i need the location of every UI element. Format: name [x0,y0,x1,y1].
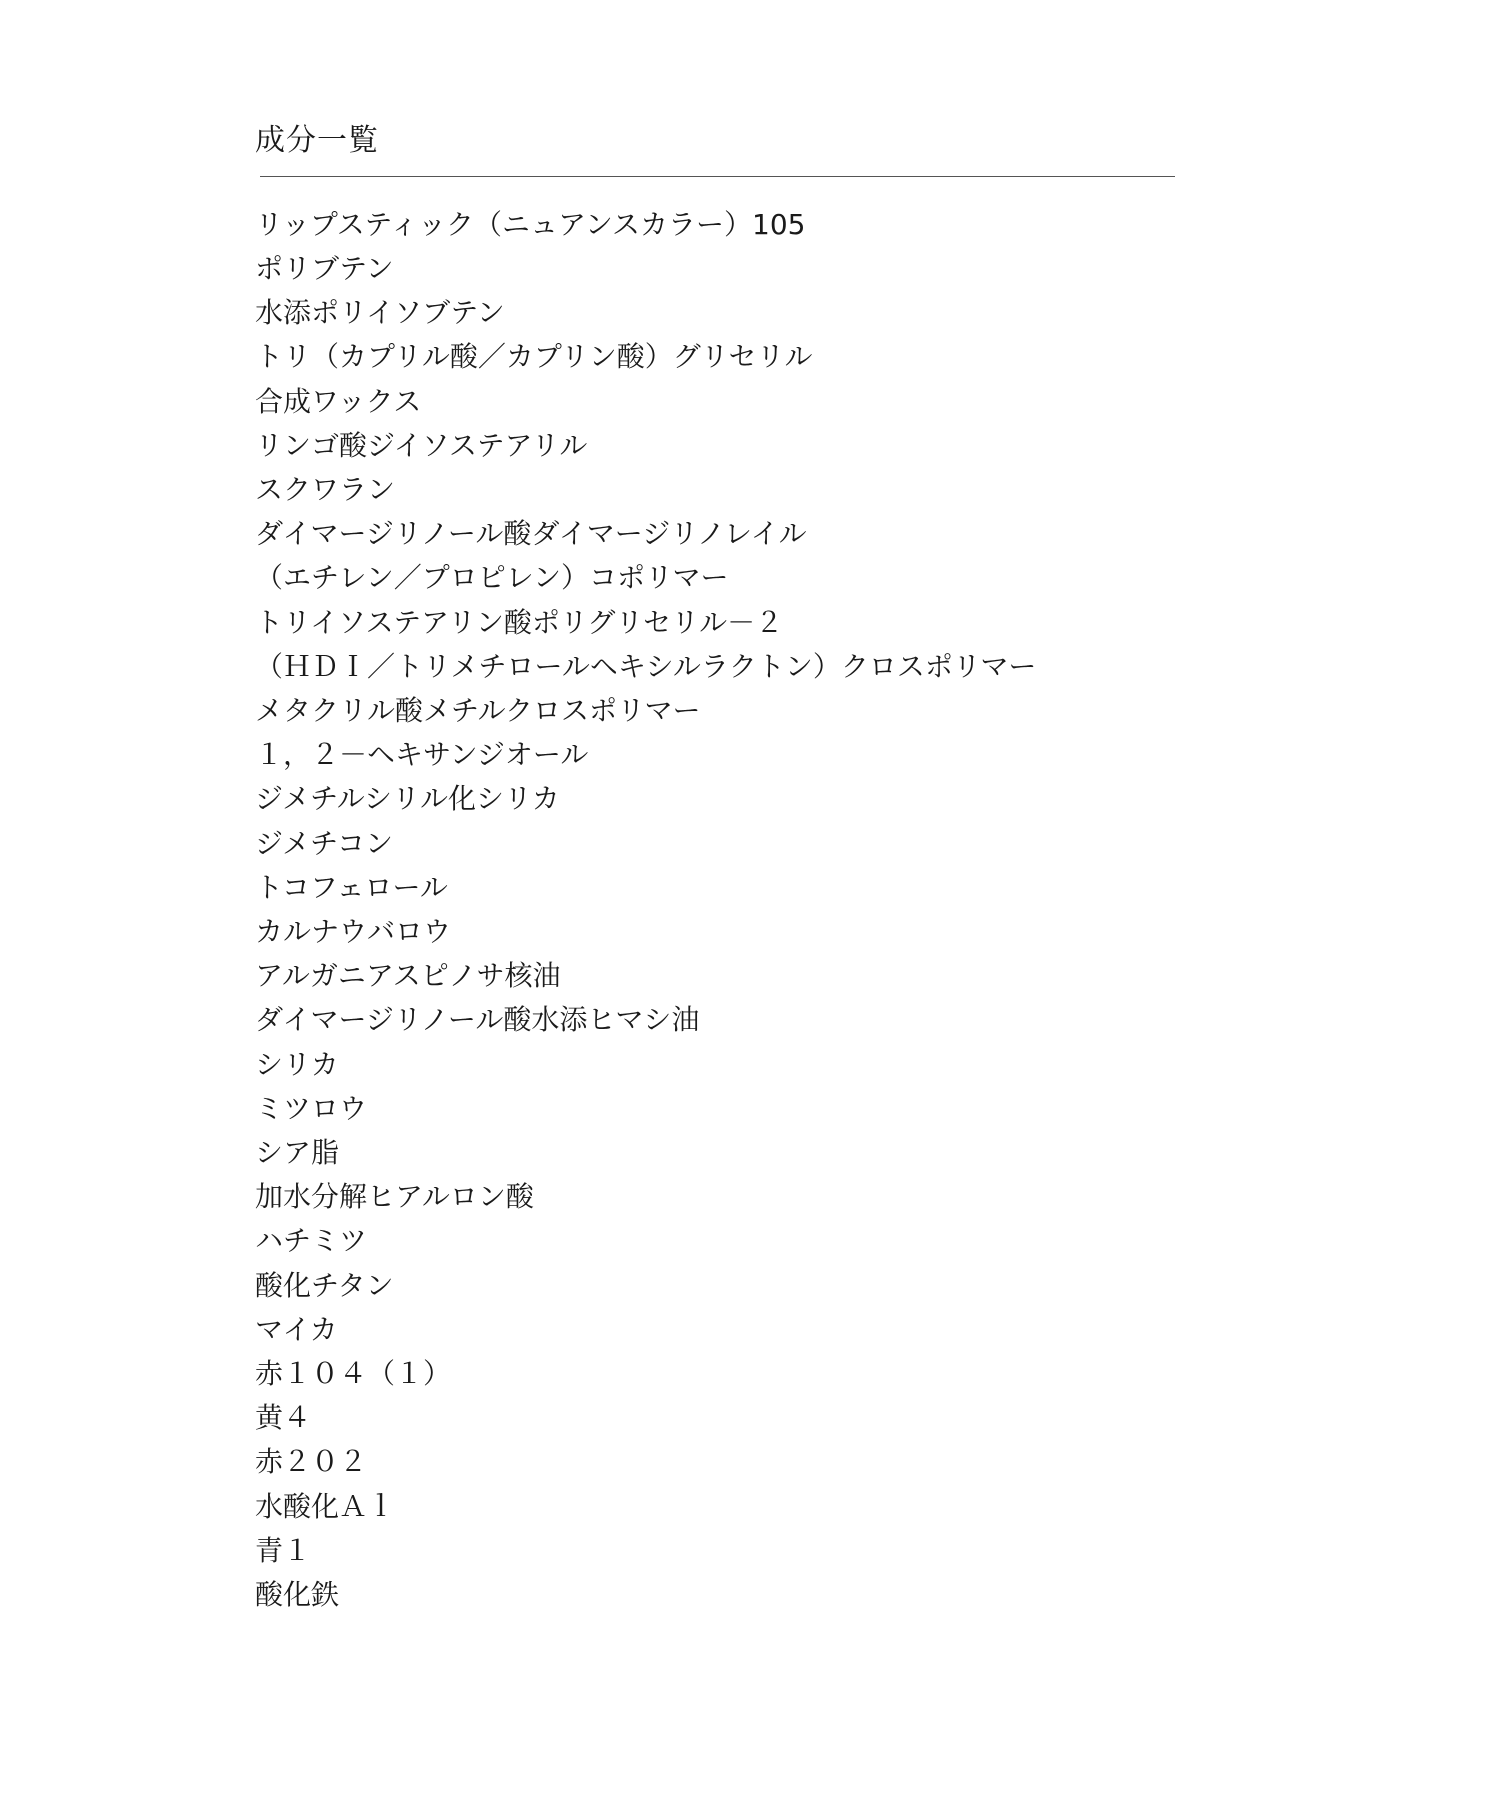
ingredient-item: 黄４ [255,1401,312,1435]
ingredient-item: 酸化チタン [255,1268,394,1302]
ingredient-item: カルナウバロウ [255,915,452,949]
ingredient-item: ジメチルシリル化シリカ [255,782,560,816]
ingredient-item: メタクリル酸メチルクロスポリマー [255,694,701,728]
ingredient-item: スクワラン [255,473,396,507]
ingredient-item: トコフェロール [255,870,448,904]
ingredient-item: アルガニアスピノサ核油 [255,959,561,993]
product-name: リップスティック（ニュアンスカラー）105 [255,208,806,241]
ingredient-item: 赤１０４（１） [255,1357,452,1391]
ingredient-item: ダイマージリノール酸水添ヒマシ油 [255,1003,700,1037]
ingredient-item: ミツロウ [255,1091,368,1125]
ingredient-item: リンゴ酸ジイソステアリル [255,428,588,462]
ingredient-item: （エチレン／プロピレン）コポリマー [255,561,729,595]
ingredient-item: （ＨＤＩ／トリメチロールヘキシルラクトン）クロスポリマー [255,649,1037,683]
ingredient-document [255,118,1175,1617]
ingredient-item: ハチミツ [255,1224,368,1258]
ingredient-item: １，２－ヘキサンジオール [255,738,589,772]
ingredient-item: ポリブテン [255,252,394,285]
ingredient-item: シリカ [255,1047,339,1081]
ingredient-item: ジメチコン [255,826,394,860]
ingredient-item: 赤２０２ [255,1445,368,1479]
ingredient-item: 酸化鉄 [255,1578,340,1612]
ingredient-item: 青１ [255,1533,312,1567]
ingredient-item: トリイソステアリン酸ポリグリセリル－２ [255,605,784,639]
title-divider [260,176,1175,177]
ingredient-item: 水添ポリイソブテン [255,296,505,330]
ingredient-item: 加水分解ヒアルロン酸 [255,1180,534,1214]
page-title: 成分一覧 [255,123,379,158]
ingredient-item: 合成ワックス [255,384,422,418]
ingredient-item: トリ（カプリル酸／カプリン酸）グリセリル [255,340,813,374]
ingredient-item: 水酸化Ａｌ [255,1489,396,1523]
ingredient-item: シア脂 [255,1136,340,1170]
ingredient-list [255,247,1175,1617]
ingredient-item: マイカ [255,1312,338,1346]
ingredient-item: ダイマージリノール酸ダイマージリノレイル [255,517,807,551]
